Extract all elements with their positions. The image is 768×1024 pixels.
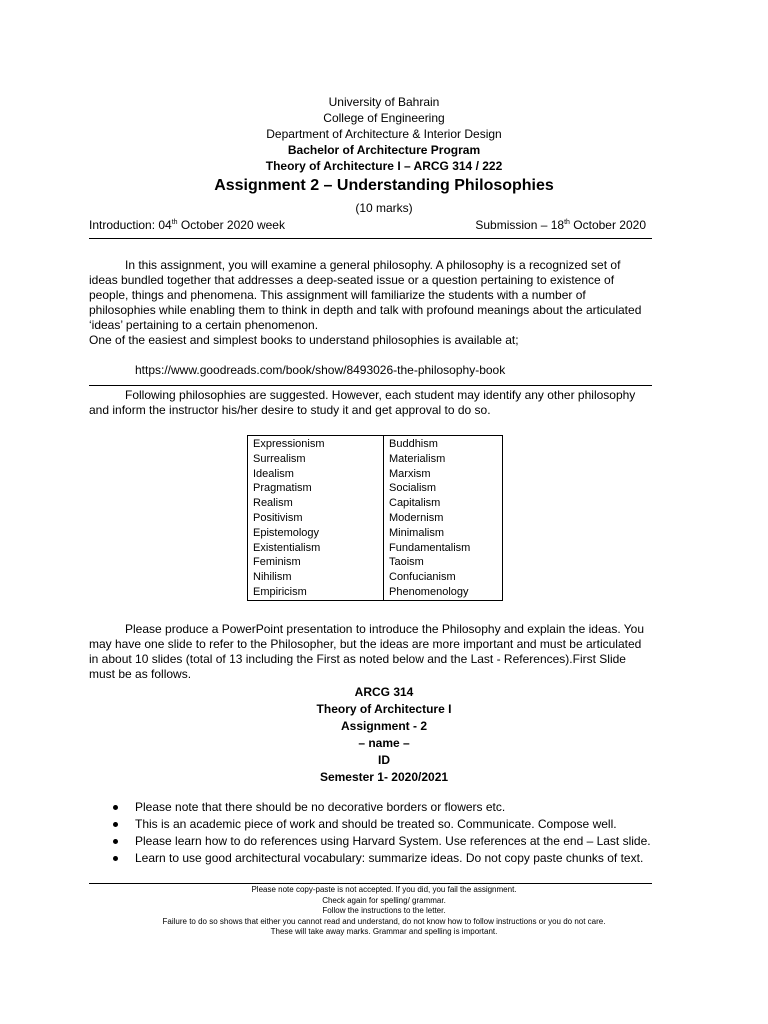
philosophy-right-cell: Phenomenology: [384, 585, 503, 600]
university-name: University of Bahrain: [328, 95, 440, 109]
philosophy-left-cell: Idealism: [248, 467, 384, 482]
slide-course-name: Theory of Architecture I: [316, 702, 452, 716]
divider-top: [89, 238, 652, 239]
department-name: Department of Architecture & Interior Design: [266, 127, 502, 141]
rules-list: [113, 799, 673, 867]
intro-section: [89, 258, 649, 378]
footer-line: Please note copy-paste is not accepted. If you did, you fail the assignment.: [251, 885, 517, 894]
philosophy-left-cell: Positivism: [248, 511, 384, 526]
footer-line: Failure to do so shows that either you cannot read and understand, do not know how to follow instructions or you do not care.: [162, 916, 606, 926]
philosophy-right-cell: Buddhism: [384, 436, 503, 452]
philosophy-right-cell: Modernism: [384, 511, 503, 526]
intro-paragraph: In this assignment, you will examine a general philosophy. A philosophy is a recognized set of ideas bundled together that addresses a deep-seated issue or a question pertaining to existence of people, things and phenomena. This assignment will familiarize the students with a number of philosophies while enabling them to think in depth and talk with profound meanings about the articulated ‘ideas’ pertaining to a certain phenomenon.: [89, 258, 642, 332]
philosophy-right-cell: Minimalism: [384, 526, 503, 541]
divider-middle: [89, 385, 652, 386]
slide-id: ID: [378, 753, 390, 767]
philosophy-right-cell: Fundamentalism: [384, 541, 503, 556]
philosophy-right-cell: Marxism: [384, 467, 503, 482]
course-name: Theory of Architecture I – ARCG 314 / 222: [265, 159, 503, 173]
bullet-icon: [113, 856, 118, 861]
table-row: [248, 570, 503, 585]
table-row: [248, 436, 503, 452]
philosophy-left-cell: Realism: [248, 496, 384, 511]
table-row: [248, 541, 503, 556]
college-name: College of Engineering: [323, 111, 445, 125]
philosophy-left-cell: Expressionism: [248, 436, 384, 452]
introduction-date: Introduction: 04th October 2020 week: [89, 218, 285, 232]
footer-line: Follow the instructions to the letter.: [322, 906, 446, 915]
list-item: This is an academic piece of work and should be treated so. Communicate. Compose well.: [113, 816, 673, 833]
philosophy-right-cell: Capitalism: [384, 496, 503, 511]
first-slide-template: [0, 684, 768, 786]
book-reference-text: One of the easiest and simplest books to understand philosophies is available at;: [89, 333, 519, 347]
philosophy-left-cell: Surrealism: [248, 452, 384, 467]
slide-assignment: Assignment - 2: [340, 719, 427, 733]
footer-line: These will take away marks. Grammar and spelling is important.: [270, 927, 498, 936]
philosophy-left-cell: Existentialism: [248, 541, 384, 556]
table-row: [248, 467, 503, 482]
philosophy-left-cell: Empiricism: [248, 585, 384, 600]
bullet-icon: [113, 805, 118, 810]
philosophy-left-cell: Pragmatism: [248, 481, 384, 496]
philosophy-left-cell: Nihilism: [248, 570, 384, 585]
list-item: Learn to use good architectural vocabulary: summarize ideas. Do not copy paste chunks of text.: [113, 850, 673, 867]
submission-date: Submission – 18th October 2020: [475, 218, 646, 232]
suggestion-paragraph: Following philosophies are suggested. However, each student may identify any other philosophy and inform the instructor his/her desire to study it and get approval to do so.: [89, 388, 636, 417]
footer-notes: [0, 885, 768, 938]
divider-bottom: [89, 883, 652, 884]
philosophy-right-cell: Taoism: [384, 555, 503, 570]
table-row: [248, 526, 503, 541]
table-row: [248, 481, 503, 496]
list-item: Please note that there should be no decorative borders or flowers etc.: [113, 799, 673, 816]
philosophy-left-cell: Epistemology: [248, 526, 384, 541]
table-row: [248, 585, 503, 600]
philosophies-table: [247, 435, 503, 601]
list-item: Please learn how to do references using Harvard System. Use references at the end – Last slide.: [113, 833, 673, 850]
bullet-icon: [113, 822, 118, 827]
table-row: [248, 555, 503, 570]
philosophy-right-cell: Socialism: [384, 481, 503, 496]
slide-name: – name –: [358, 736, 410, 750]
philosophy-right-cell: Materialism: [384, 452, 503, 467]
table-row: [248, 496, 503, 511]
instructions-paragraph: Please produce a PowerPoint presentation to introduce the Philosophy and explain the ideas. You may have one slide to refer to the Philosopher, but the ideas are more important and must be articulated in about 10 slides (total of 13 including the First as noted below and the Last - References).First Slide must be as follows.: [89, 622, 645, 681]
table-row: [248, 511, 503, 526]
philosophy-left-cell: Feminism: [248, 555, 384, 570]
table-row: [248, 452, 503, 467]
dates-row: [89, 218, 646, 232]
book-link[interactable]: https://www.goodreads.com/book/show/8493026-the-philosophy-book: [135, 363, 506, 377]
philosophy-right-cell: Confucianism: [384, 570, 503, 585]
assignment-title: Assignment 2 – Understanding Philosophies: [214, 177, 554, 194]
assignment-marks: (10 marks): [355, 201, 413, 215]
program-name: Bachelor of Architecture Program: [287, 143, 481, 157]
footer-line: Check again for spelling/ grammar.: [322, 895, 446, 905]
slide-semester: Semester 1- 2020/2021: [319, 770, 449, 784]
slide-course-code: ARCG 314: [354, 685, 414, 699]
bullet-icon: [113, 839, 118, 844]
document-header: [0, 94, 768, 216]
